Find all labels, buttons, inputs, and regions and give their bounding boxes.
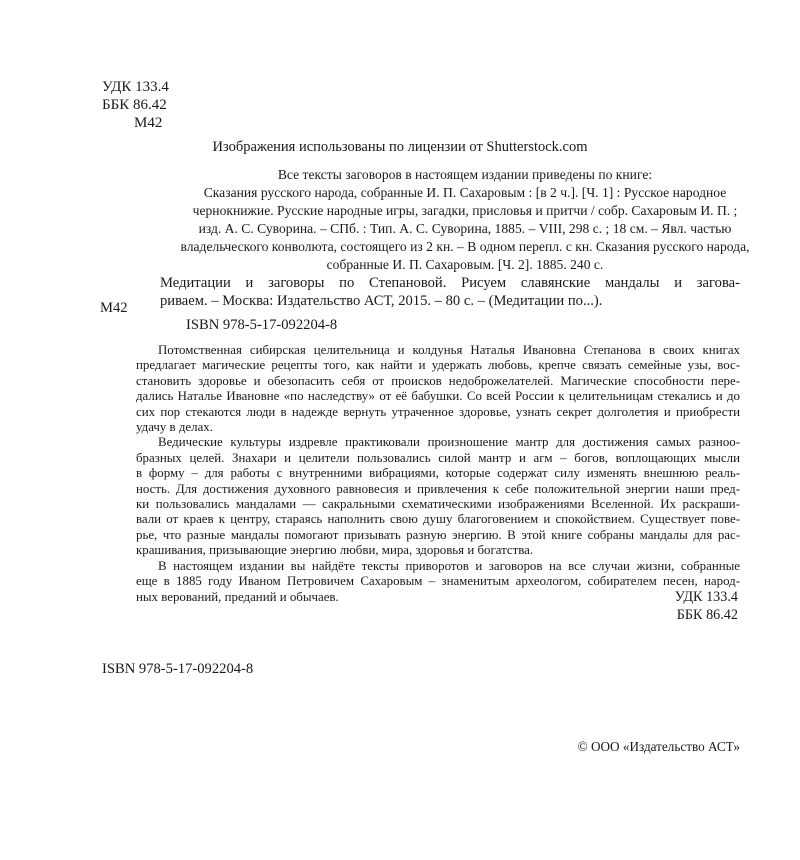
classification-header xyxy=(102,78,169,132)
udk-code: УДК 133.4 xyxy=(674,589,738,605)
annotation-paragraph xyxy=(136,343,740,435)
source-line: собранные И. П. Сахаровым. [Ч. 2]. 1885. 240 с. xyxy=(326,257,604,272)
bbk-code: ББК 86.42 xyxy=(676,607,738,623)
annotation-line: предлагает магические рецепты того, как найти и удержать любовь, крепче связать семейные узы, вос- xyxy=(136,358,740,373)
annotation-line: Потомственная сибирская целительница и колдунья Наталья Ивановна Степанова в своих книгах xyxy=(158,343,740,357)
source-note xyxy=(150,166,780,274)
annotation-line: крашивания, призывающие энергию любви, мира, здоровья и богатства. xyxy=(136,543,534,558)
annotation-paragraph xyxy=(136,559,740,605)
annotation-line: дались Наталье Ивановне «по наследству» от её бабушки. Со всей России к целительницам стекались и до xyxy=(136,389,740,404)
footer-classification xyxy=(675,588,738,624)
biblio-author-mark: М42 xyxy=(100,300,128,316)
annotation-line: еще в 1885 году Иваном Петровичем Сахаровым – знаменитым археологом, собирателем песен, народ- xyxy=(136,574,740,589)
source-line: Сказания русского народа, собранные И. П. Сахаровым : [в 2 ч.]. [Ч. 1] : Русское народное xyxy=(203,185,727,200)
udk-code: УДК 133.4 xyxy=(102,79,169,95)
annotation-line: вали от краев к центру, стараясь наполнить свою душу благоговением и спокойствием. Существует пове- xyxy=(136,512,740,527)
bbk-code: ББК 86.42 xyxy=(102,97,167,113)
annotation-line: рье, что разные мандалы помогают призывать разную энергию. В этой книге собраны мандалы для рас- xyxy=(136,527,740,542)
bibliographic-record xyxy=(160,274,740,310)
annotation-line: удачу в делах. xyxy=(136,420,213,435)
source-line: владельческого конволюта, состоящего из 2 кн. – В одном перепл. с кн. Сказания русского народа, xyxy=(180,239,750,254)
annotation-line: Ведические культуры издревле практиковали произношение мантр для достижения самых разноо- xyxy=(158,435,740,450)
annotation-line: ки пользовались мандалами — сакральными схематическими изображениями Вселенной. Их раскраши- xyxy=(136,497,740,512)
annotation-line: ных верований, преданий и обычаев. xyxy=(136,589,339,604)
biblio-line: Медитации и заговоры по Степановой. Рисуем славянские мандалы и загова- xyxy=(160,275,740,291)
annotation-line: В настоящем издании вы найдёте тексты приворотов и заговоров на все случаи жизни, собранные xyxy=(158,558,740,573)
author-mark: М42 xyxy=(134,115,163,131)
annotation xyxy=(136,343,740,605)
biblio-line: риваем. – Москва: Издательство АСТ, 2015. – 80 с. – (Медитации по...). xyxy=(160,293,603,309)
isbn-main: ISBN 978-5-17-092204-8 xyxy=(186,317,338,333)
annotation-line: сих пор стекаются люди в надежде вернуть утраченное здоровье, узнать секрет долголетия и приобрести xyxy=(136,404,740,419)
source-line: изд. А. С. Суворина. – СПб. : Тип. А. С. Суворина, 1885. – VIII, 298 с. ; 18 см. – Явл. частью xyxy=(198,221,732,236)
source-line: чернокнижие. Русские народные игры, загадки, присловья и притчи / собр. Сахаровым И. П. ; xyxy=(192,203,738,218)
annotation-line: в форму – для работы с внутренними вибрациями, которые содержат силу изменять внешнюю реаль- xyxy=(136,466,740,481)
copyright-notice: © ООО «Издательство АСТ» xyxy=(577,739,740,754)
isbn-bottom: ISBN 978-5-17-092204-8 xyxy=(102,661,254,677)
annotation-paragraph xyxy=(136,435,740,558)
source-line: Все тексты заговоров в настоящем издании приведены по книге: xyxy=(277,167,653,182)
license-note: Изображения использованы по лицензии от Shutterstock.com xyxy=(212,139,588,155)
annotation-line: бразных целей. Знахари и целители пользовались силой мантр и агм – богов, воплощающих мысли xyxy=(136,450,740,465)
annotation-line: становить здоровье и обезопасить себя от происков недоброжелателей. Магические способности пере- xyxy=(136,373,740,388)
annotation-line: ность. Для достижения духовного равновесия и привлечения к себе положительной энергии наши пред- xyxy=(136,481,740,496)
